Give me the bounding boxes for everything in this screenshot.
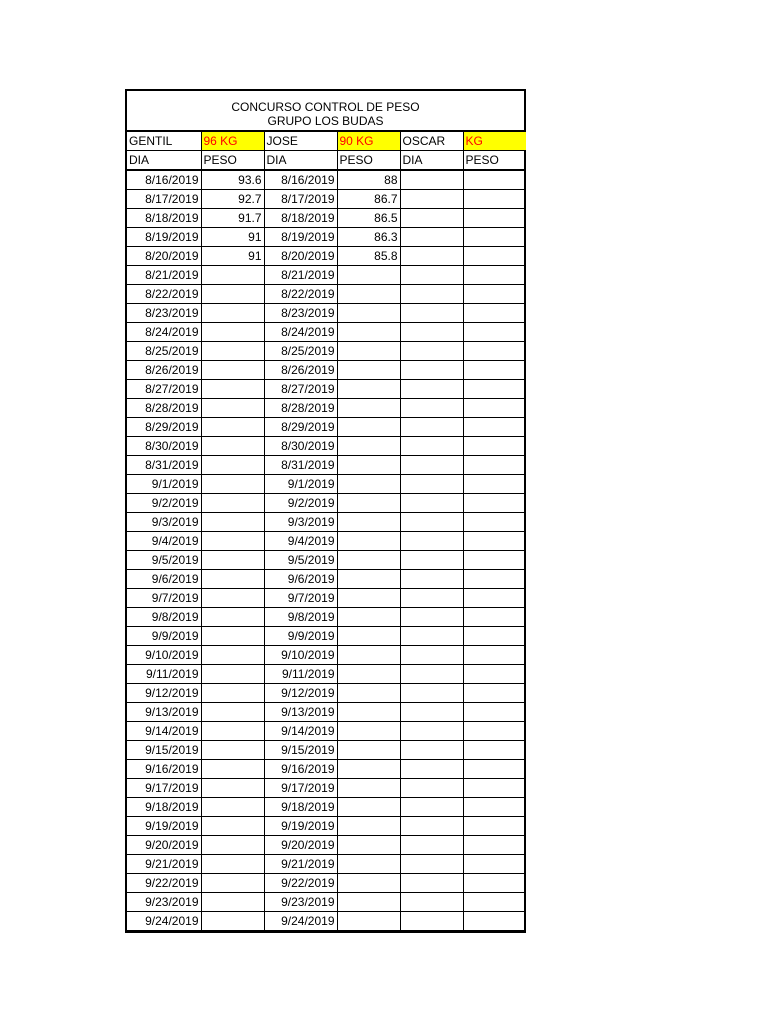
jose-weight-cell[interactable] [337,627,400,646]
table-row [127,722,526,741]
gentil-weight-cell[interactable] [201,703,264,722]
table-row [127,209,526,228]
jose-weight-cell[interactable] [337,323,400,342]
gentil-date-cell[interactable]: 9/2/2019 [127,494,201,513]
jose-weight-cell[interactable] [337,589,400,608]
table-row [127,817,526,836]
table-row [127,741,526,760]
col-header-peso[interactable]: PESO [201,151,264,171]
col-header-peso[interactable]: PESO [463,151,526,171]
participant-name-gentil[interactable]: GENTIL [127,132,201,151]
gentil-date-cell[interactable]: 9/12/2019 [127,684,201,703]
gentil-weight-cell[interactable] [201,456,264,475]
oscar-weight-cell[interactable] [463,170,526,190]
gentil-date-cell[interactable]: 9/3/2019 [127,513,201,532]
oscar-weight-cell[interactable] [463,266,526,285]
oscar-weight-cell[interactable] [463,209,526,228]
jose-date-cell[interactable]: 9/15/2019 [264,741,337,760]
table-row [127,361,526,380]
gentil-date-cell[interactable]: 9/22/2019 [127,874,201,893]
jose-weight-cell[interactable] [337,798,400,817]
jose-date-cell[interactable]: 9/1/2019 [264,475,337,494]
gentil-weight-cell[interactable] [201,532,264,551]
gentil-date-cell[interactable]: 9/14/2019 [127,722,201,741]
gentil-weight-cell[interactable]: 91.7 [201,209,264,228]
table-row [127,418,526,437]
gentil-date-cell[interactable]: 9/4/2019 [127,532,201,551]
table-row [127,608,526,627]
table-row [127,627,526,646]
table-row [127,304,526,323]
oscar-weight-cell[interactable] [463,570,526,589]
table-row [127,323,526,342]
gentil-weight-cell[interactable] [201,893,264,912]
gentil-weight-cell[interactable] [201,855,264,874]
jose-weight-cell[interactable] [337,779,400,798]
oscar-date-cell[interactable] [400,399,463,418]
table-row [127,551,526,570]
oscar-weight-cell[interactable] [463,874,526,893]
oscar-weight-cell[interactable] [463,342,526,361]
oscar-date-cell[interactable] [400,912,463,931]
oscar-weight-cell[interactable] [463,323,526,342]
jose-date-cell[interactable]: 9/6/2019 [264,570,337,589]
jose-weight-cell[interactable] [337,646,400,665]
jose-weight-cell[interactable] [337,665,400,684]
goal-gentil[interactable]: 96 KG [201,132,264,151]
col-header-dia[interactable]: DIA [400,151,463,171]
oscar-date-cell[interactable] [400,703,463,722]
jose-date-cell[interactable]: 9/12/2019 [264,684,337,703]
table-row [127,893,526,912]
oscar-weight-cell[interactable] [463,418,526,437]
jose-weight-cell[interactable] [337,817,400,836]
oscar-date-cell[interactable] [400,722,463,741]
oscar-date-cell[interactable] [400,798,463,817]
gentil-date-cell[interactable]: 8/26/2019 [127,361,201,380]
oscar-weight-cell[interactable] [463,760,526,779]
oscar-weight-cell[interactable] [463,532,526,551]
jose-weight-cell[interactable] [337,608,400,627]
table-row [127,646,526,665]
gentil-weight-cell[interactable]: 91 [201,228,264,247]
gentil-date-cell[interactable]: 9/20/2019 [127,836,201,855]
oscar-date-cell[interactable] [400,836,463,855]
gentil-date-cell[interactable]: 8/24/2019 [127,323,201,342]
gentil-weight-cell[interactable] [201,551,264,570]
oscar-date-cell[interactable] [400,874,463,893]
oscar-date-cell[interactable] [400,437,463,456]
table-row [127,798,526,817]
gentil-weight-cell[interactable] [201,418,264,437]
col-header-peso[interactable]: PESO [337,151,400,171]
gentil-weight-cell[interactable] [201,266,264,285]
jose-weight-cell[interactable]: 88 [337,170,400,190]
gentil-date-cell[interactable]: 8/17/2019 [127,190,201,209]
jose-weight-cell[interactable] [337,722,400,741]
gentil-weight-cell[interactable] [201,722,264,741]
jose-date-cell[interactable]: 8/21/2019 [264,266,337,285]
jose-date-cell[interactable]: 8/29/2019 [264,418,337,437]
gentil-date-cell[interactable]: 8/29/2019 [127,418,201,437]
gentil-date-cell[interactable]: 8/21/2019 [127,266,201,285]
jose-weight-cell[interactable]: 86.7 [337,190,400,209]
table-row [127,836,526,855]
jose-weight-cell[interactable] [337,304,400,323]
gentil-date-cell[interactable]: 9/13/2019 [127,703,201,722]
gentil-date-cell[interactable]: 9/17/2019 [127,779,201,798]
jose-date-cell[interactable]: 8/26/2019 [264,361,337,380]
oscar-weight-cell[interactable] [463,304,526,323]
oscar-date-cell[interactable] [400,456,463,475]
jose-date-cell[interactable]: 8/20/2019 [264,247,337,266]
gentil-weight-cell[interactable] [201,323,264,342]
participant-header-row [127,132,526,151]
oscar-weight-cell[interactable] [463,855,526,874]
jose-weight-cell[interactable] [337,551,400,570]
jose-date-cell[interactable]: 9/9/2019 [264,627,337,646]
oscar-date-cell[interactable] [400,760,463,779]
oscar-weight-cell[interactable] [463,912,526,931]
oscar-date-cell[interactable] [400,513,463,532]
gentil-weight-cell[interactable]: 91 [201,247,264,266]
gentil-weight-cell[interactable] [201,646,264,665]
jose-date-cell[interactable]: 9/21/2019 [264,855,337,874]
jose-date-cell[interactable]: 9/11/2019 [264,665,337,684]
gentil-weight-cell[interactable] [201,817,264,836]
jose-weight-cell[interactable] [337,361,400,380]
gentil-date-cell[interactable]: 9/1/2019 [127,475,201,494]
jose-weight-cell[interactable] [337,418,400,437]
table-row [127,589,526,608]
table-row [127,190,526,209]
oscar-date-cell[interactable] [400,304,463,323]
gentil-weight-cell[interactable] [201,494,264,513]
jose-date-cell[interactable]: 8/31/2019 [264,456,337,475]
jose-date-cell[interactable]: 9/16/2019 [264,760,337,779]
title-line-1: CONCURSO CONTROL DE PESO [231,100,420,114]
gentil-weight-cell[interactable] [201,513,264,532]
jose-date-cell[interactable]: 8/30/2019 [264,437,337,456]
jose-date-cell[interactable]: 8/16/2019 [264,170,337,190]
jose-weight-cell[interactable] [337,912,400,931]
oscar-weight-cell[interactable] [463,665,526,684]
gentil-date-cell[interactable]: 9/8/2019 [127,608,201,627]
jose-date-cell[interactable]: 9/8/2019 [264,608,337,627]
gentil-weight-cell[interactable] [201,665,264,684]
table-row [127,532,526,551]
gentil-weight-cell[interactable] [201,304,264,323]
oscar-weight-cell[interactable] [463,380,526,399]
gentil-weight-cell[interactable] [201,684,264,703]
gentil-date-cell[interactable]: 9/24/2019 [127,912,201,931]
gentil-date-cell[interactable]: 8/20/2019 [127,247,201,266]
title-line-2: GRUPO LOS BUDAS [267,114,384,128]
gentil-date-cell[interactable]: 9/9/2019 [127,627,201,646]
table-row [127,170,526,190]
gentil-date-cell[interactable]: 9/6/2019 [127,570,201,589]
jose-date-cell[interactable]: 9/20/2019 [264,836,337,855]
oscar-date-cell[interactable] [400,551,463,570]
jose-weight-cell[interactable] [337,266,400,285]
oscar-weight-cell[interactable] [463,475,526,494]
gentil-weight-cell[interactable] [201,608,264,627]
oscar-date-cell[interactable] [400,779,463,798]
jose-weight-cell[interactable] [337,874,400,893]
table-row [127,247,526,266]
table-row [127,779,526,798]
gentil-date-cell[interactable]: 9/10/2019 [127,646,201,665]
table-row [127,513,526,532]
col-header-dia[interactable]: DIA [264,151,337,171]
oscar-weight-cell[interactable] [463,247,526,266]
oscar-date-cell[interactable] [400,817,463,836]
jose-date-cell[interactable]: 9/4/2019 [264,532,337,551]
table-row [127,380,526,399]
oscar-date-cell[interactable] [400,665,463,684]
oscar-weight-cell[interactable] [463,589,526,608]
oscar-date-cell[interactable] [400,646,463,665]
oscar-weight-cell[interactable] [463,608,526,627]
gentil-weight-cell[interactable] [201,627,264,646]
gentil-date-cell[interactable]: 8/22/2019 [127,285,201,304]
col-header-dia[interactable]: DIA [127,151,201,171]
jose-weight-cell[interactable] [337,741,400,760]
table-row [127,285,526,304]
oscar-weight-cell[interactable] [463,513,526,532]
jose-weight-cell[interactable] [337,570,400,589]
gentil-weight-cell[interactable]: 92.7 [201,190,264,209]
jose-weight-cell[interactable] [337,494,400,513]
table-row [127,570,526,589]
jose-weight-cell[interactable] [337,399,400,418]
jose-weight-cell[interactable] [337,513,400,532]
oscar-date-cell[interactable] [400,323,463,342]
table-row [127,684,526,703]
gentil-date-cell[interactable]: 8/25/2019 [127,342,201,361]
jose-date-cell[interactable]: 9/17/2019 [264,779,337,798]
table-row [127,399,526,418]
jose-date-cell[interactable]: 8/24/2019 [264,323,337,342]
gentil-date-cell[interactable]: 8/28/2019 [127,399,201,418]
oscar-weight-cell[interactable] [463,893,526,912]
gentil-date-cell[interactable]: 8/31/2019 [127,456,201,475]
oscar-date-cell[interactable] [400,209,463,228]
table-row [127,494,526,513]
oscar-weight-cell[interactable] [463,456,526,475]
jose-date-cell[interactable]: 9/2/2019 [264,494,337,513]
oscar-weight-cell[interactable] [463,798,526,817]
table-row [127,855,526,874]
oscar-weight-cell[interactable] [463,684,526,703]
oscar-weight-cell[interactable] [463,627,526,646]
jose-weight-cell[interactable] [337,760,400,779]
gentil-weight-cell[interactable] [201,380,264,399]
oscar-date-cell[interactable] [400,570,463,589]
goal-jose[interactable]: 90 KG [337,132,400,151]
gentil-weight-cell[interactable] [201,741,264,760]
jose-date-cell[interactable]: 9/13/2019 [264,703,337,722]
gentil-date-cell[interactable]: 8/19/2019 [127,228,201,247]
jose-date-cell[interactable]: 8/22/2019 [264,285,337,304]
gentil-weight-cell[interactable] [201,798,264,817]
gentil-date-cell[interactable]: 9/19/2019 [127,817,201,836]
gentil-date-cell[interactable]: 8/27/2019 [127,380,201,399]
jose-date-cell[interactable]: 8/27/2019 [264,380,337,399]
jose-weight-cell[interactable] [337,893,400,912]
table-row [127,760,526,779]
oscar-date-cell[interactable] [400,532,463,551]
gentil-date-cell[interactable]: 9/18/2019 [127,798,201,817]
jose-date-cell[interactable]: 9/19/2019 [264,817,337,836]
oscar-weight-cell[interactable] [463,190,526,209]
table-row [127,912,526,931]
gentil-weight-cell[interactable] [201,475,264,494]
weight-contest-sheet [125,89,526,933]
oscar-weight-cell[interactable] [463,361,526,380]
jose-weight-cell[interactable]: 85.8 [337,247,400,266]
gentil-weight-cell[interactable] [201,361,264,380]
table-row [127,874,526,893]
jose-weight-cell[interactable] [337,684,400,703]
gentil-date-cell[interactable]: 9/15/2019 [127,741,201,760]
oscar-date-cell[interactable] [400,494,463,513]
table-row [127,456,526,475]
gentil-date-cell[interactable]: 9/11/2019 [127,665,201,684]
jose-date-cell[interactable]: 9/10/2019 [264,646,337,665]
oscar-date-cell[interactable] [400,190,463,209]
gentil-weight-cell[interactable] [201,874,264,893]
gentil-weight-cell[interactable] [201,342,264,361]
oscar-date-cell[interactable] [400,247,463,266]
participant-name-oscar[interactable]: OSCAR [400,132,463,151]
gentil-date-cell[interactable]: 9/16/2019 [127,760,201,779]
jose-date-cell[interactable]: 8/23/2019 [264,304,337,323]
oscar-weight-cell[interactable] [463,722,526,741]
jose-date-cell[interactable]: 9/23/2019 [264,893,337,912]
sheet-title [127,91,524,131]
oscar-date-cell[interactable] [400,266,463,285]
oscar-date-cell[interactable] [400,684,463,703]
jose-weight-cell[interactable] [337,836,400,855]
participant-name-jose[interactable]: JOSE [264,132,337,151]
jose-date-cell[interactable]: 9/18/2019 [264,798,337,817]
jose-date-cell[interactable]: 9/5/2019 [264,551,337,570]
table-row [127,342,526,361]
goal-oscar[interactable]: KG [463,132,526,151]
oscar-weight-cell[interactable] [463,779,526,798]
jose-date-cell[interactable]: 8/18/2019 [264,209,337,228]
oscar-date-cell[interactable] [400,170,463,190]
gentil-date-cell[interactable]: 9/7/2019 [127,589,201,608]
gentil-date-cell[interactable]: 8/18/2019 [127,209,201,228]
oscar-weight-cell[interactable] [463,399,526,418]
gentil-date-cell[interactable]: 9/23/2019 [127,893,201,912]
oscar-date-cell[interactable] [400,855,463,874]
oscar-weight-cell[interactable] [463,437,526,456]
gentil-date-cell[interactable]: 8/16/2019 [127,170,201,190]
jose-weight-cell[interactable] [337,703,400,722]
jose-weight-cell[interactable] [337,855,400,874]
gentil-date-cell[interactable]: 9/5/2019 [127,551,201,570]
gentil-weight-cell[interactable] [201,285,264,304]
jose-date-cell[interactable]: 9/14/2019 [264,722,337,741]
oscar-date-cell[interactable] [400,361,463,380]
oscar-date-cell[interactable] [400,475,463,494]
table-row [127,228,526,247]
jose-date-cell[interactable]: 8/17/2019 [264,190,337,209]
jose-weight-cell[interactable] [337,475,400,494]
jose-date-cell[interactable]: 9/22/2019 [264,874,337,893]
oscar-weight-cell[interactable] [463,551,526,570]
jose-date-cell[interactable]: 9/24/2019 [264,912,337,931]
gentil-weight-cell[interactable] [201,570,264,589]
table-row [127,665,526,684]
table-row [127,437,526,456]
table-row [127,703,526,722]
oscar-weight-cell[interactable] [463,494,526,513]
jose-weight-cell[interactable] [337,380,400,399]
weight-table [127,131,526,931]
gentil-weight-cell[interactable] [201,779,264,798]
table-row [127,266,526,285]
gentil-weight-cell[interactable] [201,437,264,456]
oscar-date-cell[interactable] [400,342,463,361]
oscar-weight-cell[interactable] [463,703,526,722]
oscar-weight-cell[interactable] [463,285,526,304]
oscar-date-cell[interactable] [400,893,463,912]
table-row [127,475,526,494]
gentil-date-cell[interactable]: 8/23/2019 [127,304,201,323]
oscar-date-cell[interactable] [400,285,463,304]
column-header-row [127,151,526,171]
jose-weight-cell[interactable] [337,456,400,475]
gentil-date-cell[interactable]: 8/30/2019 [127,437,201,456]
gentil-weight-cell[interactable] [201,836,264,855]
oscar-date-cell[interactable] [400,608,463,627]
gentil-weight-cell[interactable] [201,399,264,418]
gentil-weight-cell[interactable]: 93.6 [201,170,264,190]
jose-date-cell[interactable]: 8/25/2019 [264,342,337,361]
gentil-weight-cell[interactable] [201,589,264,608]
oscar-date-cell[interactable] [400,627,463,646]
gentil-weight-cell[interactable] [201,912,264,931]
oscar-date-cell[interactable] [400,418,463,437]
jose-date-cell[interactable]: 8/19/2019 [264,228,337,247]
jose-weight-cell[interactable] [337,342,400,361]
jose-weight-cell[interactable] [337,285,400,304]
oscar-weight-cell[interactable] [463,646,526,665]
jose-weight-cell[interactable]: 86.5 [337,209,400,228]
gentil-date-cell[interactable]: 9/21/2019 [127,855,201,874]
oscar-date-cell[interactable] [400,589,463,608]
oscar-date-cell[interactable] [400,741,463,760]
oscar-weight-cell[interactable] [463,817,526,836]
jose-date-cell[interactable]: 9/3/2019 [264,513,337,532]
jose-date-cell[interactable]: 9/7/2019 [264,589,337,608]
jose-weight-cell[interactable] [337,532,400,551]
oscar-date-cell[interactable] [400,228,463,247]
jose-weight-cell[interactable] [337,437,400,456]
oscar-weight-cell[interactable] [463,741,526,760]
oscar-date-cell[interactable] [400,380,463,399]
gentil-weight-cell[interactable] [201,760,264,779]
jose-weight-cell[interactable]: 86.3 [337,228,400,247]
oscar-weight-cell[interactable] [463,228,526,247]
oscar-weight-cell[interactable] [463,836,526,855]
jose-date-cell[interactable]: 8/28/2019 [264,399,337,418]
